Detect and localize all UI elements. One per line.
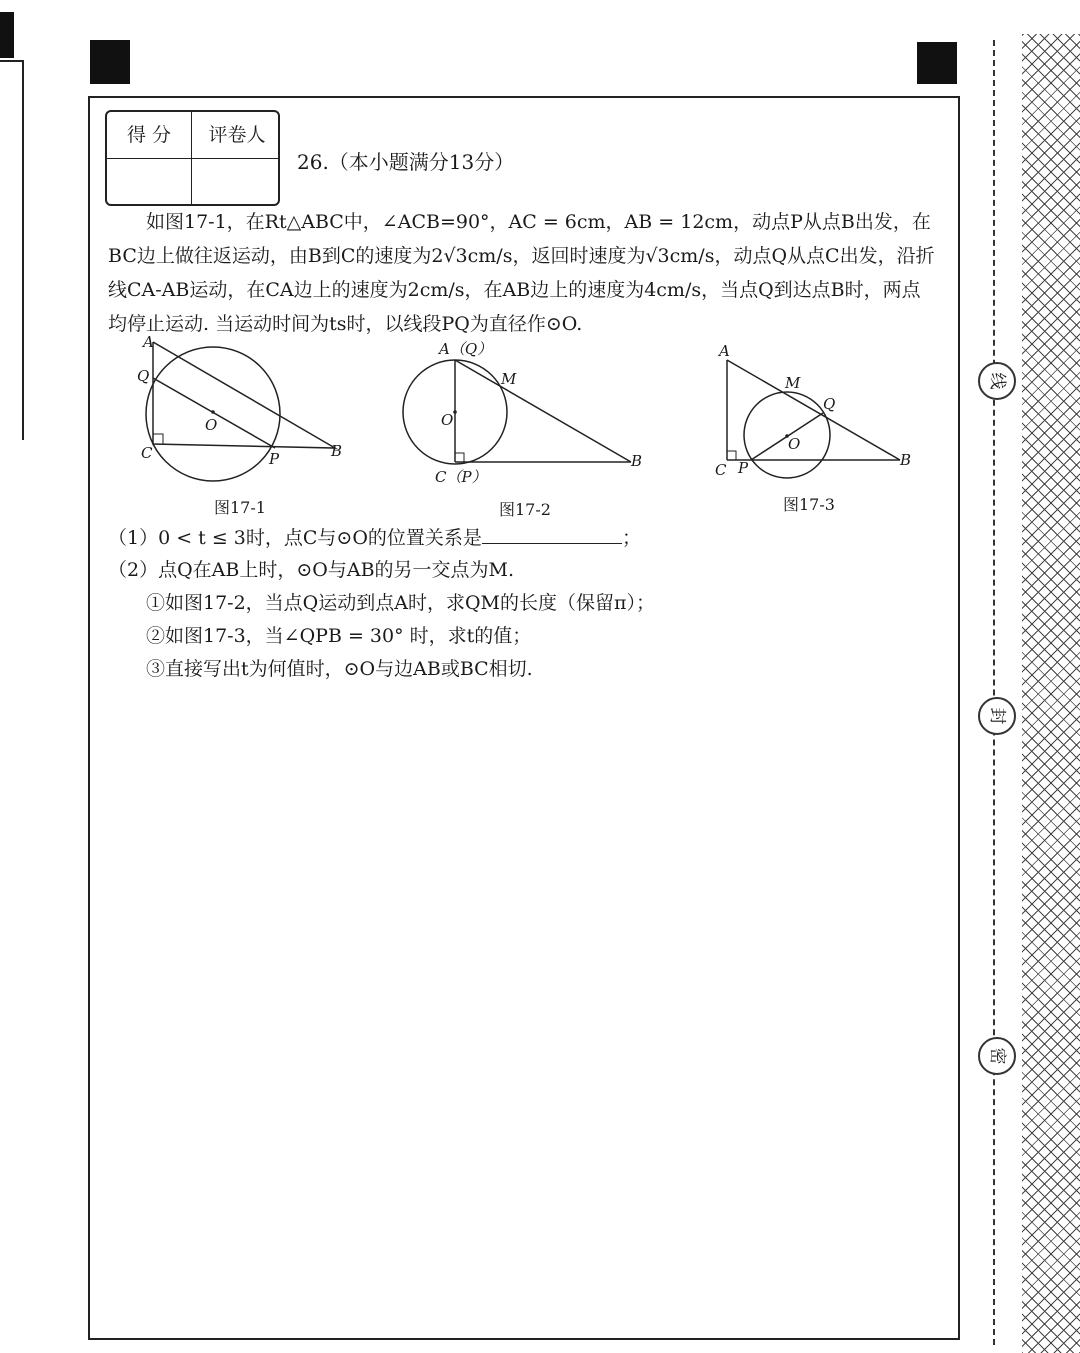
problem-statement [108, 205, 944, 341]
fig2-label-M: M [501, 370, 517, 388]
question-1 [108, 523, 641, 550]
fig3-label-C: C [715, 461, 727, 479]
registration-mark-right [917, 42, 957, 84]
question-2-1: ①如图17-2，当点Q运动到点A时，求QM的长度（保留π）； [146, 592, 656, 614]
figure-17-1-caption: 图17-1 [214, 498, 266, 517]
fig2-label-O: O [441, 411, 454, 429]
fig1-label-C: C [141, 444, 153, 462]
figure-17-3-caption: 图17-3 [783, 495, 835, 514]
fig3-label-B: B [900, 451, 912, 469]
grader-header: 评卷人 [208, 124, 266, 146]
seal-secret: 密 [978, 1037, 1016, 1075]
intro-line-1: 如图17-1，在Rt△ABC中，∠ACB=90°，AC = 6cm，AB = 12cm，动点P从点B出发，在 [146, 211, 931, 233]
fig3-label-A: A [719, 342, 730, 360]
question-title: 26.（本小题满分13分） [297, 150, 515, 174]
fig2-label-AQ: A（Q） [439, 340, 493, 358]
question-2-3: ③直接写出t为何值时，⊙O与边AB或BC相切. [146, 658, 533, 680]
score-header: 得 分 [126, 124, 172, 146]
seal-line: 线 [978, 362, 1016, 400]
fig3-label-P: P [738, 459, 749, 477]
fig1-label-A: A [143, 333, 154, 351]
fig1-label-O: O [205, 416, 218, 434]
fig1-label-B: B [331, 442, 343, 460]
figure-17-3 [710, 340, 930, 485]
registration-mark-left [90, 40, 130, 84]
intro-line-3: 线CA-AB运动，在CA边上的速度为2cm/s，在AB边上的速度为4cm/s，当点Q到达点B时，两点 [108, 279, 921, 301]
intro-line-4: 均停止运动. 当运动时间为ts时，以线段PQ为直径作⊙O. [108, 313, 583, 335]
binding-cut-line [993, 40, 995, 1345]
seal-seal: 封 [978, 697, 1016, 735]
fig2-label-B: B [631, 452, 643, 470]
fig1-label-P: P [269, 450, 280, 468]
question-2-2: ②如图17-3，当∠QPB = 30° 时，求t的值； [146, 625, 532, 647]
left-page-edge [0, 60, 24, 440]
fig3-label-O: O [788, 435, 801, 453]
fig1-label-Q: Q [137, 367, 150, 385]
fig2-label-CP: C（P） [435, 468, 487, 486]
fig3-label-M: M [785, 374, 801, 392]
question-2: （2）点Q在AB上时，⊙O与AB的另一交点为M. [108, 559, 515, 581]
question-1-text: （1）0 < t ≤ 3时，点C与⊙O的位置关系是 [108, 527, 482, 549]
intro-line-2: BC边上做往返运动，由B到C的速度为2√3cm/s，返回时速度为√3cm/s，动点Q从点C出发，沿折 [108, 245, 935, 267]
figure-17-1 [125, 330, 355, 490]
answer-blank[interactable] [482, 525, 622, 544]
fig3-label-Q: Q [823, 395, 836, 413]
question-1-end: ； [621, 527, 641, 549]
binding-hatch-strip [1022, 34, 1080, 1353]
score-table [105, 110, 280, 206]
left-edge-mark [0, 12, 14, 58]
figure-17-2-caption: 图17-2 [499, 500, 551, 519]
figure-17-2 [395, 335, 655, 490]
